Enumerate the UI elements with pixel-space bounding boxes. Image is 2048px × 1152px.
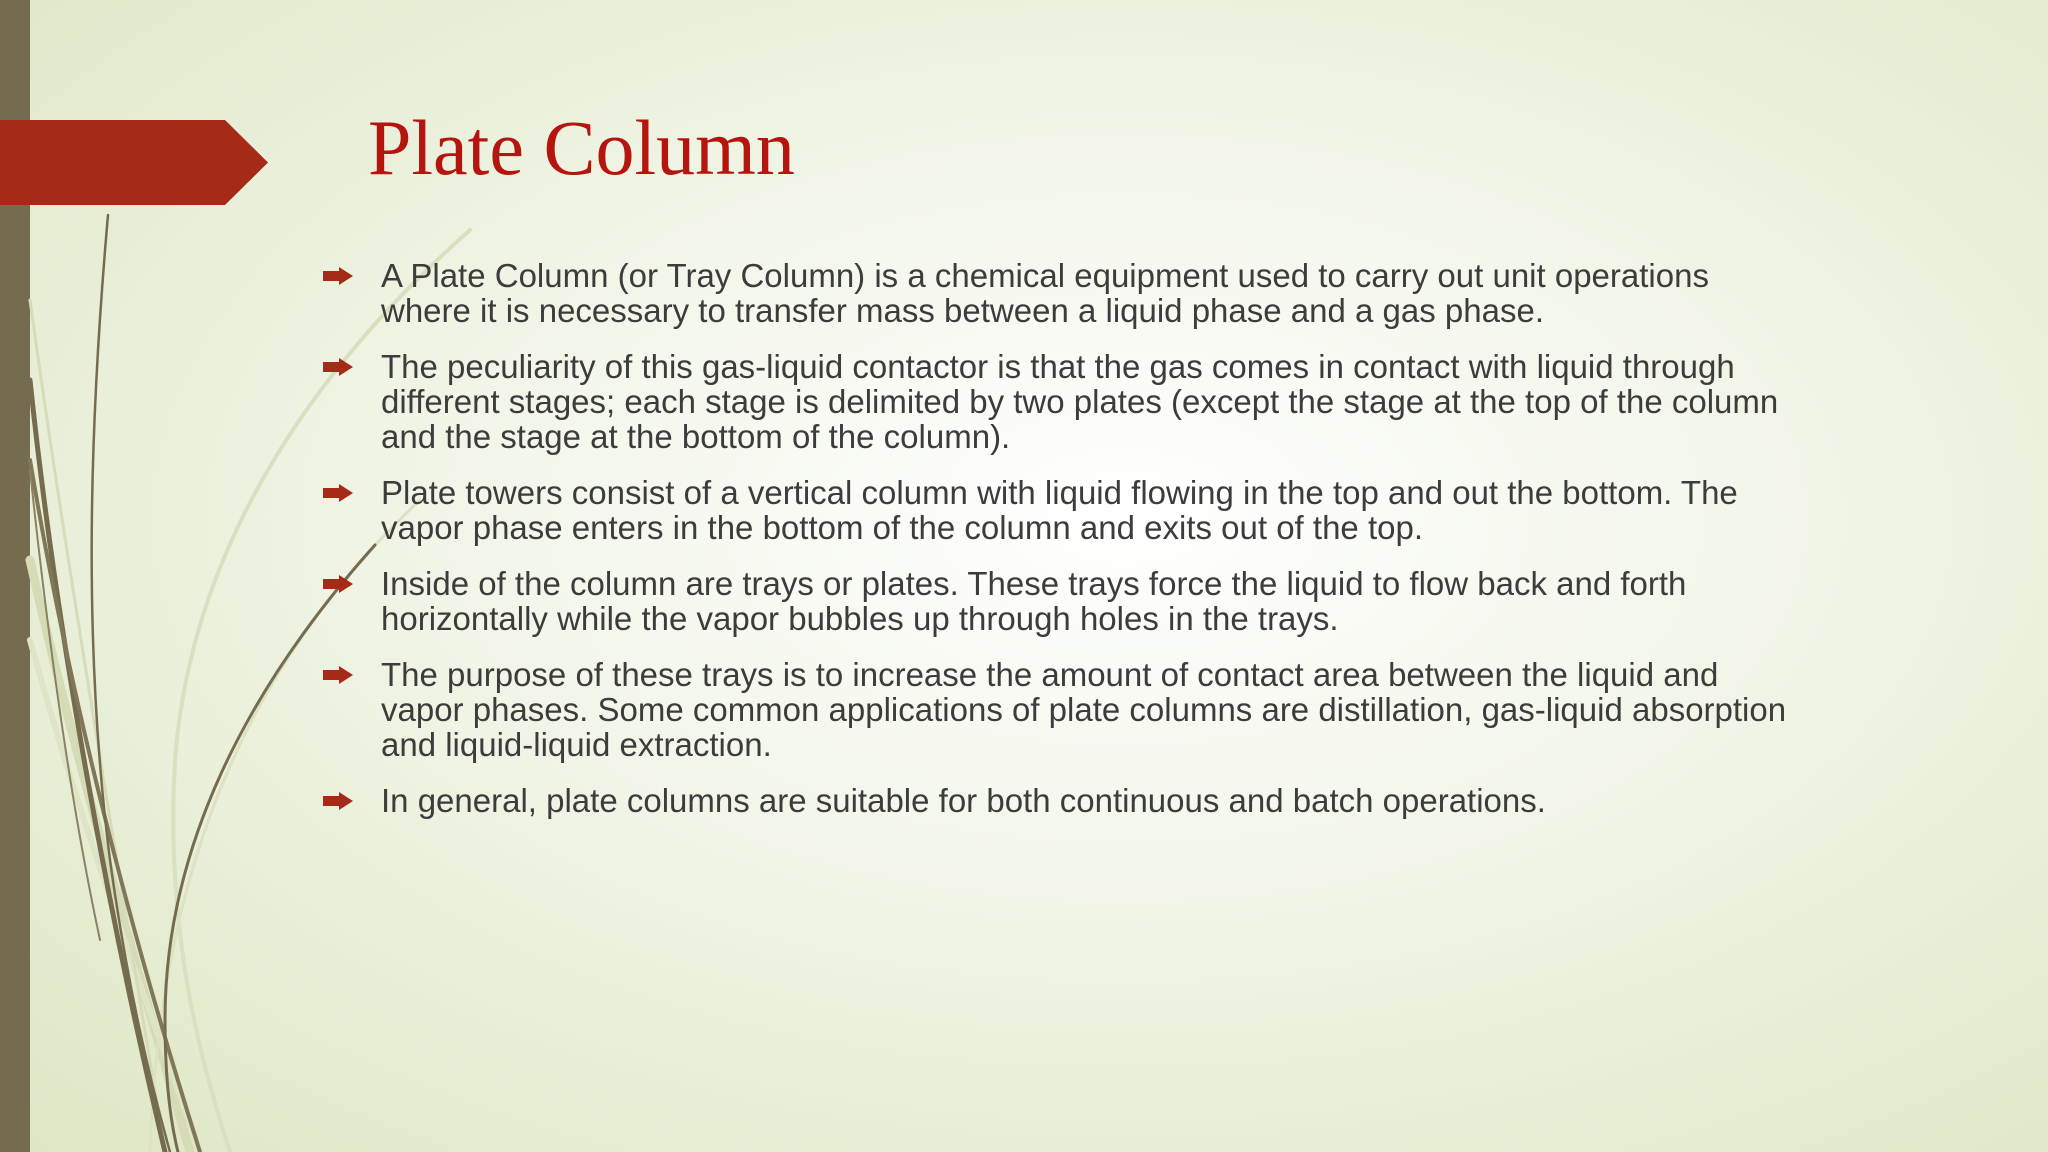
bullet-text: The purpose of these trays is to increase the amount of contact area between the liquid and vapor phases. Some common applications of plate columns are distillation, gas-liquid absorption and liquid-liquid extraction. [381, 656, 1787, 763]
bullet-text: Inside of the column are trays or plates. These trays force the liquid to flow back and forth horizontally while the vapor bubbles up through holes in the trays. [381, 565, 1687, 637]
right-arrow-icon [323, 575, 353, 593]
right-arrow-icon [323, 792, 353, 810]
bullet-item [323, 783, 1803, 818]
bullet-item [323, 475, 1803, 545]
right-arrow-icon [323, 484, 353, 502]
bullet-text: A Plate Column (or Tray Column) is a chemical equipment used to carry out unit operations where it is necessary to transfer mass between a liquid phase and a gas phase. [381, 257, 1709, 329]
bullet-text: In general, plate columns are suitable for both continuous and batch operations. [381, 782, 1546, 819]
bullet-text: Plate towers consist of a vertical column with liquid flowing in the top and out the bottom. The vapor phase enters in the bottom of the column and exits out of the top. [381, 474, 1738, 546]
bullet-item [323, 349, 1803, 454]
right-arrow-icon [323, 666, 353, 684]
right-arrow-icon [323, 267, 353, 285]
slide-title: Plate Column [368, 104, 795, 191]
title-accent-tab [0, 120, 268, 205]
bullet-text: The peculiarity of this gas-liquid contactor is that the gas comes in contact with liquid through different stages; each stage is delimited by two plates (except the stage at the top of the column and the stage at the bottom of the column). [381, 348, 1779, 455]
bullet-list [323, 258, 1803, 839]
bullet-item [323, 258, 1803, 328]
bullet-item [323, 566, 1803, 636]
right-arrow-icon [323, 358, 353, 376]
bullet-item [323, 657, 1803, 762]
